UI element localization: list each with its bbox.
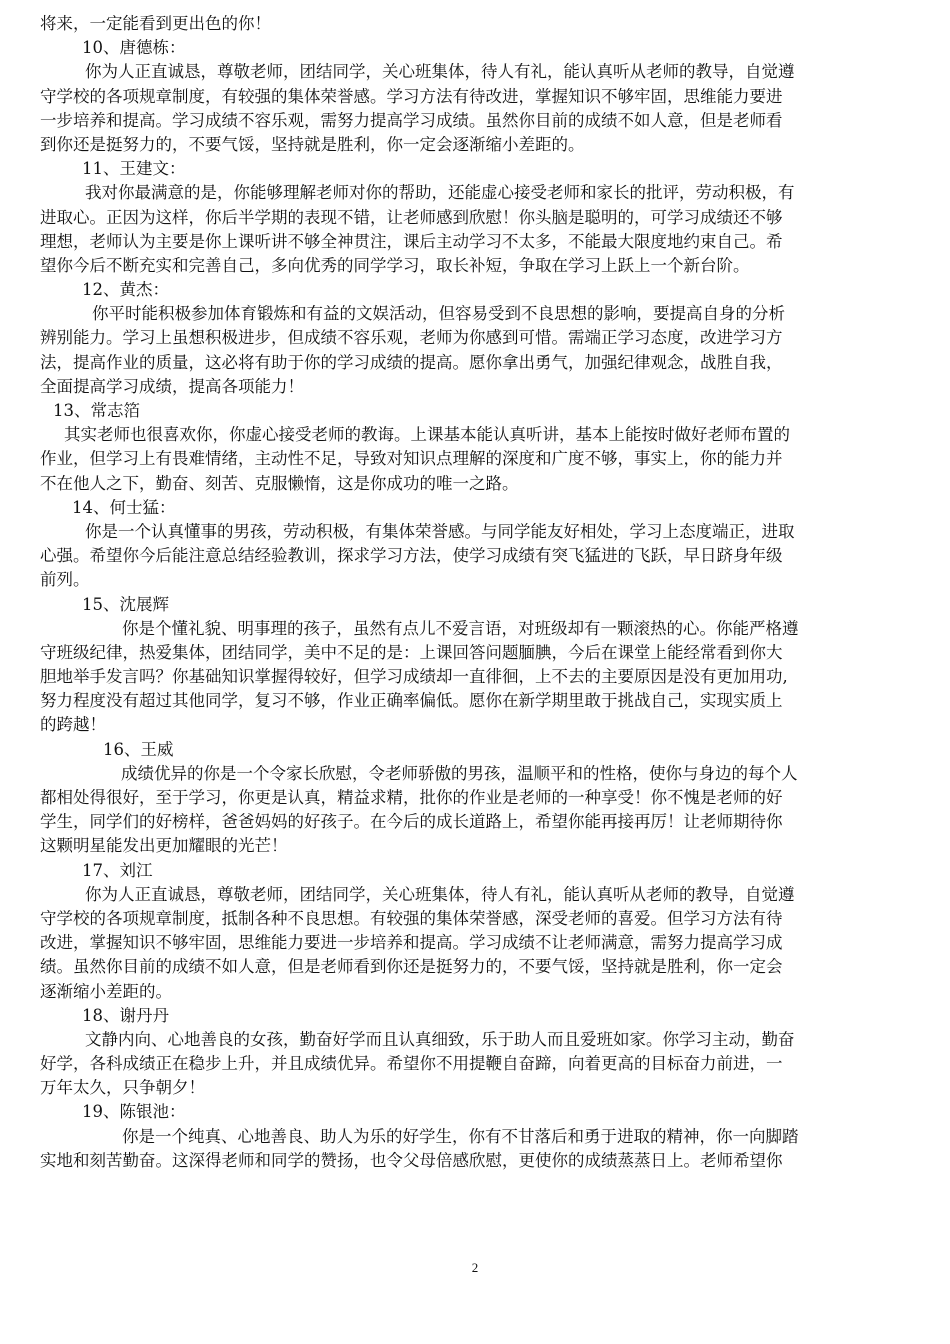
entry-18-line-3: 万年太久，只争朝夕！ — [40, 1078, 205, 1098]
intro-tail-line: 将来，一定能看到更出色的你！ — [40, 14, 271, 33]
entry-16-line-4: 这颗明星能发出更加耀眼的光芒！ — [40, 836, 288, 856]
entry-heading-18: 18、谢丹丹 — [82, 1005, 169, 1025]
entry-15-line-2: 守班级纪律，热爱集体，团结同学，美中不足的是：上课回答问题腼腆，今后在课堂上能经常看到你大 — [40, 642, 783, 662]
entry-12-line-1: 你平时能积极参加体育锻炼和有益的文娱活动，但容易受到不良思想的影响，要提高自身的分析 — [92, 304, 785, 324]
entry-19-line-2: 实地和刻苦勤奋。这深得老师和同学的赞扬，也令父母倍感欣慰，更使你的成绩蒸蒸日上。老师希望你 — [40, 1150, 783, 1170]
entry-heading-15: 15、沈展辉 — [82, 594, 169, 614]
entry-15-line-5: 的跨越！ — [40, 715, 106, 735]
entry-10-line-3: 一步培养和提高。学习成绩不容乐观，需努力提高学习成绩。虽然你目前的成绩不如人意，但是老师看 — [40, 110, 783, 130]
entry-heading-16: 16、王威 — [103, 739, 174, 759]
entry-11-line-1: 我对你最满意的是，你能够理解老师对你的帮助，还能虚心接受老师和家长的批评，劳动积极，有 — [85, 183, 795, 203]
entry-17-line-3: 改进，掌握知识不够牢固，思维能力要进一步培养和提高。学习成绩不让老师满意，需努力提高学习成 — [40, 933, 783, 953]
entry-heading-17: 17、刘江 — [82, 860, 153, 880]
entry-10-line-2: 守学校的各项规章制度，有较强的集体荣誉感。学习方法有待改进，掌握知识不够牢固，思维能力要进 — [40, 86, 783, 106]
entry-14-line-1: 你是一个认真懂事的男孩，劳动积极，有集体荣誉感。与同学能友好相处，学习上态度端正，进取 — [85, 521, 795, 541]
entry-17-line-4: 绩。虽然你目前的成绩不如人意，但是老师看到你还是挺努力的，不要气馁，坚持就是胜利，你一定会 — [40, 957, 783, 977]
entry-16-line-3: 学生，同学们的好榜样，爸爸妈妈的好孩子。在今后的成长道路上，希望你能再接再厉！让老师期待你 — [40, 812, 783, 832]
entry-13-line-3: 不在他人之下，勤奋、刻苦、克服懒惰，这是你成功的唯一之路。 — [40, 473, 519, 493]
entry-16-line-2: 都相处得很好，至于学习，你更是认真，精益求精，批你的作业是老师的一种享受！你不愧是老师的好 — [40, 788, 783, 807]
entry-heading-10: 10、唐德栋： — [82, 38, 186, 58]
entry-15-line-3: 胆地举手发言吗？你基础知识掌握得较好，但学习成绩却一直徘徊，上不去的主要原因是没有更加用功, — [40, 667, 788, 687]
entry-12-line-4: 全面提高学习成绩，提高各项能力！ — [40, 376, 304, 396]
entry-10-line-1: 你为人正直诚恳，尊敬老师，团结同学，关心班集体，待人有礼，能认真听从老师的教导，自觉遵 — [85, 62, 795, 82]
entry-11-line-4: 望你今后不断充实和完善自己，多向优秀的同学学习，取长补短，争取在学习上跃上一个新台阶。 — [40, 255, 750, 275]
entry-heading-19: 19、陈银池： — [82, 1102, 186, 1122]
entry-13-line-1: 其实老师也很喜欢你，你虚心接受老师的教诲。上课基本能认真听讲，基本上能按时做好老师布置的 — [64, 425, 790, 445]
entry-13-line-2: 作业，但学习上有畏难情绪，主动性不足，导致对知识点理解的深度和广度不够，事实上，你的能力并 — [40, 449, 783, 469]
entry-10-line-4: 到你还是挺努力的，不要气馁，坚持就是胜利，你一定会逐渐缩小差距的。 — [40, 134, 585, 154]
entry-18-line-1: 文静内向、心地善良的女孩，勤奋好学而且认真细致，乐于助人而且爱班如家。你学习主动，勤奋 — [85, 1029, 795, 1049]
entry-15-line-1: 你是个懂礼貌、明事理的孩子，虽然有点儿不爱言语，对班级却有一颗滚热的心。你能严格遵 — [122, 618, 799, 638]
entry-14-line-2: 心强。希望你今后能注意总结经验教训，探求学习方法，使学习成绩有突飞猛进的飞跃，早日跻身年级 — [40, 546, 783, 566]
entry-heading-11: 11、王建文： — [82, 159, 186, 179]
entry-15-line-4: 努力程度没有超过其他同学，复习不够，作业正确率偏低。愿你在新学期里敢于挑战自己，实现实质上 — [40, 691, 783, 711]
entry-14-line-3: 前列。 — [40, 570, 90, 590]
entry-heading-12: 12、黄杰： — [82, 280, 169, 300]
entry-17-line-2: 守学校的各项规章制度，抵制各种不良思想。有较强的集体荣誉感，深受老师的喜爱。但学习方法有待 — [40, 908, 783, 928]
entry-heading-14: 14、何士猛： — [72, 497, 176, 517]
entry-11-line-2: 进取心。正因为这样，你后半学期的表现不错，让老师感到欣慰！你头脑是聪明的，可学习成绩还不够 — [40, 207, 783, 227]
page-number: 2 — [471, 1260, 479, 1275]
entry-17-line-1: 你为人正直诚恳，尊敬老师，团结同学，关心班集体，待人有礼，能认真听从老师的教导，自觉遵 — [85, 884, 795, 904]
entry-17-line-5: 逐渐缩小差距的。 — [40, 981, 172, 1001]
entry-heading-13: 13、常志箔 — [53, 401, 140, 420]
entry-11-line-3: 理想，老师认为主要是你上课听讲不够全神贯注，课后主动学习不太多，不能最大限度地约束自己。希 — [40, 231, 783, 251]
entry-19-line-1: 你是一个纯真、心地善良、助人为乐的好学生，你有不甘落后和勇于进取的精神，你一向脚踏 — [122, 1126, 799, 1146]
entry-12-line-2: 辨别能力。学习上虽想积极进步，但成绩不容乐观，老师为你感到可惜。需端正学习态度，改进学习方 — [40, 328, 783, 348]
entry-16-line-1: 成绩优异的你是一个令家长欣慰，令老师骄傲的男孩，温顺平和的性格，使你与身边的每个人 — [121, 763, 798, 783]
document-page — [40, 12, 912, 1173]
entry-18-line-2: 好学，各科成绩正在稳步上升，并且成绩优异。希望你不用提鞭自奋蹄，向着更高的目标奋力前进，一 — [40, 1054, 783, 1074]
entry-12-line-3: 法，提高作业的质量，这必将有助于你的学习成绩的提高。愿你拿出勇气，加强纪律观念，战胜自我， — [40, 352, 783, 372]
